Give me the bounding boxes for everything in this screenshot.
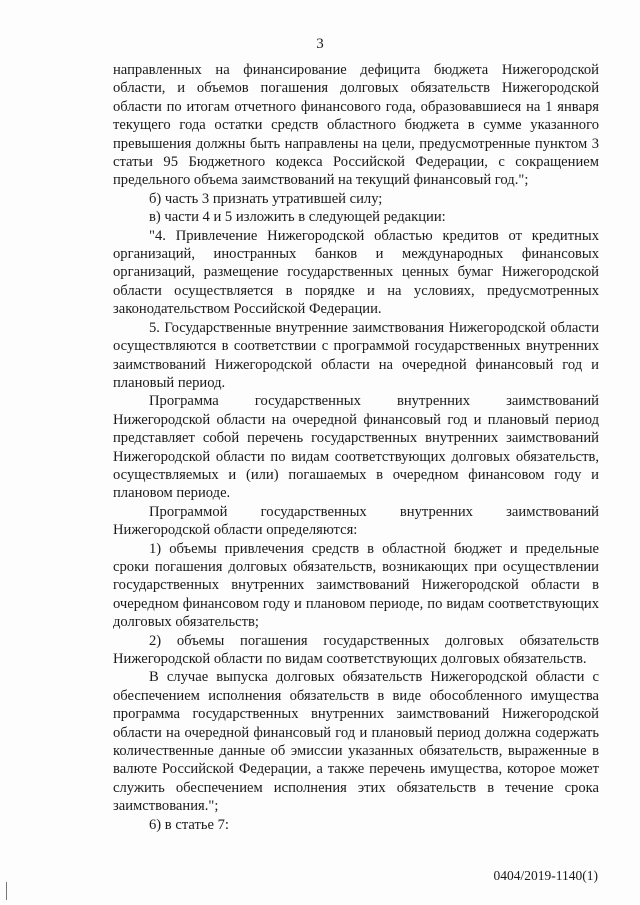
paragraph: направленных на финансирование дефицита бюджета Нижегородской области, и объемов погашения долговых обязательств Нижегородской области по итогам отчетного финансового года, образовавшиеся на 1 января текущего года остатки средств областного бюджета в сумме указанного превышения должны быть направлены на цели, предусмотренные пунктом 3 статьи 95 Бюджетного кодекса Российской Федерации, с сокращением предельного объема заимствований на текущий финансовый год."; [113,62,599,189]
paragraph: в) части 4 и 5 изложить в следующей редакции: [149,209,446,226]
paragraph: 5. Государственные внутренние заимствования Нижегородской области осуществляются в соответствии с программой государственных внутренних заимствований Нижегородской области на очередной финансовый год и плановый период. [113,319,599,391]
paragraph: "4. Привлечение Нижегородской областью кредитов от кредитных организаций, иностранных банков и международных финансовых организаций, размещение государственных ценных бумаг Нижегородской области осуществляется в порядке и на условиях, предусмотренных законодательством Российской Федерации. [113,227,599,318]
paragraph: 2) объемы погашения государственных долговых обязательств Нижегородской области по видам соответствующих долговых обязательств. [113,632,599,667]
paragraph: В случае выпуска долговых обязательств Нижегородской области с обеспечением исполнения обязательств в виде обособленного имущества программа государственных внутренних заимствований Нижегородской области на очередной финансовый год и плановый период должна содержать количественные данные об эмиссии указанных обязательств, выраженные в валюте Российской Федерации, а также перечень имущества, которое может служить обеспечением исполнения этих обязательств в течение срока заимствования."; [113,669,599,815]
document-code: 0404/2019-1140(1) [493,868,598,883]
paragraph: Программой государственных внутренних заимствований Нижегородской области определяются: [113,503,599,539]
paragraph: Программа государственных внутренних заимствований Нижегородской области на очередной финансовый год и плановый период представляет собой перечень государственных внутренних заимствований Нижегородской области по видам соответствующих долговых обязательств, осуществляемых и (или) погашаемых в очередном финансовом году и плановом периоде. [113,393,599,502]
paragraph: б) часть 3 признать утратившей силу; [149,190,383,207]
document-body [113,61,599,834]
paragraph: 1) объемы привлечения средств в областной бюджет и предельные сроки погашения долговых обязательств, возникающих при осуществлении государственных внутренних заимствований Нижегородской области в очередном финансовом году и плановом периоде, по видам соответствующих долговых обязательств; [113,540,599,631]
scan-edge-mark [6,882,7,900]
paragraph: 6) в статье 7: [149,816,229,833]
page-number: 3 [316,36,324,52]
